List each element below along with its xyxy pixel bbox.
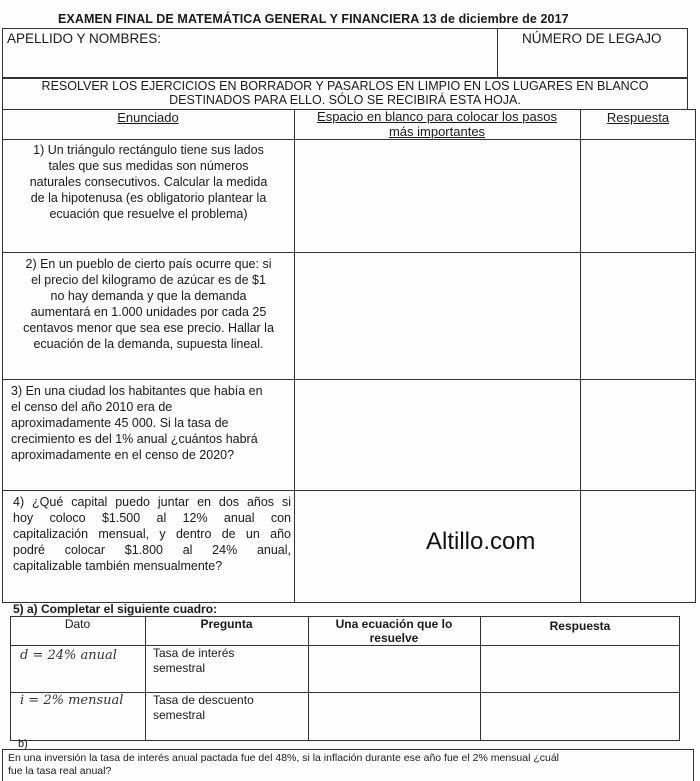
divider — [480, 616, 481, 741]
column-header-ecuacion-2: resuelve — [369, 631, 419, 645]
column-header-enunciado: Enunciado — [117, 110, 179, 125]
exercise-3-line: el censo del año 2010 era de — [11, 400, 173, 414]
section-5a-heading: 5) a) Completar el siguiente cuadro: — [13, 602, 218, 616]
exercise-4-text — [13, 494, 291, 574]
watermark: Altillo.com — [426, 528, 536, 555]
exercise-2-text — [5, 256, 292, 352]
exercise-1-line: naturales consecutivos. Calcular la medida — [29, 175, 268, 189]
instructions-line-1: RESOLVER LOS EJERCICIOS EN BORRADOR Y PASARLOS EN LIMPIO EN LOS LUGARES EN BLANCO — [41, 79, 649, 93]
exercise-1-line: tales que sus medidas son números — [48, 159, 249, 173]
exercise-3-line: aproximadamente en el censo de 2020? — [11, 448, 235, 462]
divider — [294, 109, 295, 603]
exercise-4-line: hoy coloco $1.500 al 12% anual con — [13, 511, 291, 525]
divider — [2, 490, 696, 491]
exercise-1-line: 1) Un triángulo rectángulo tiene sus lados — [33, 143, 264, 157]
divider — [145, 616, 146, 741]
exercise-4-line: podré colocar $1.800 al 24% anual, — [13, 543, 291, 557]
part-b-label: b) — [18, 738, 28, 750]
exercise-4-line: 4) ¿Qué capital puedo juntar en dos años si — [13, 495, 291, 509]
exercise-2-line: 2) En un pueblo de cierto país ocurre que: si — [25, 257, 272, 271]
divider — [580, 109, 581, 603]
exercise-1-line: ecuación que resuelve el problema) — [49, 207, 248, 221]
exercise-2-line: aumentará en 1.000 unidades por cada 25 — [30, 305, 267, 319]
exercise-4-line: capitalización mensual, y dentro de un año — [13, 527, 291, 541]
exercise-3-line: 3) En una ciudad los habitantes que había en — [11, 384, 263, 398]
row-1-pregunta-line-1: Tasa de interés — [153, 646, 235, 660]
exercise-2-line: no hay demanda y que la demanda — [50, 289, 247, 303]
divider — [497, 28, 498, 78]
exercise-4-line: capitalizable también mensualmente? — [13, 559, 223, 573]
part-b-line-2: fue la tasa real anual? — [8, 765, 112, 777]
column-header-espacio-1: Espacio en blanco para colocar los pasos — [317, 109, 557, 124]
exercise-3-text — [11, 383, 293, 463]
row-2-dato: i = 2% mensual — [20, 693, 124, 708]
exercise-2-line: centavos menor que sea ese precio. Hallar la — [23, 321, 274, 335]
divider — [10, 645, 680, 646]
exercise-3-line: crecimiento es del 1% anual ¿cuántos habrá — [11, 432, 258, 446]
row-1-dato: d = 24% anual — [20, 648, 117, 663]
exam-title: EXAMEN FINAL DE MATEMÁTICA GENERAL Y FINANCIERA 13 de diciembre de 2017 — [58, 12, 569, 26]
row-2-pregunta-line-1: Tasa de descuento — [153, 693, 254, 707]
instructions-line-2: DESTINADOS PARA ELLO. SÓLO SE RECIBIRÁ ESTA HOJA. — [169, 93, 521, 107]
apellido-label: APELLIDO Y NOMBRES: — [7, 31, 162, 46]
divider — [2, 139, 696, 140]
column-header-respuesta: Respuesta — [606, 110, 670, 125]
divider — [2, 252, 696, 253]
part-b-line-1: En una inversión la tasa de interés anual pactada fue del 48%, si la inflación durante ese año fue el 2% mensual ¿cuál — [8, 752, 560, 764]
exercise-2-line: el precio del kilogramo de azúcar es de $1 — [31, 273, 266, 287]
exercise-1-line: de la hipotenusa (es obligatorio plantear la — [30, 191, 267, 205]
legajo-label: NÚMERO DE LEGAJO — [522, 31, 662, 46]
column-header-ecuacion-1: Una ecuación que lo — [335, 617, 453, 631]
divider — [2, 379, 696, 380]
column-header-respuesta-2: Respuesta — [549, 619, 611, 633]
column-header-espacio-2: más importantes — [388, 124, 486, 139]
exercise-2-line: ecuación de la demanda, supuesta lineal. — [33, 337, 264, 351]
exercise-1-text — [5, 142, 292, 222]
row-2-pregunta-line-2: semestral — [153, 708, 206, 722]
column-header-pregunta: Pregunta — [200, 617, 253, 631]
column-header-dato: Dato — [64, 617, 91, 631]
row-1-pregunta-line-2: semestral — [153, 661, 206, 675]
exercise-3-line: aproximadamente 45 000. Si la tasa de — [11, 416, 229, 430]
